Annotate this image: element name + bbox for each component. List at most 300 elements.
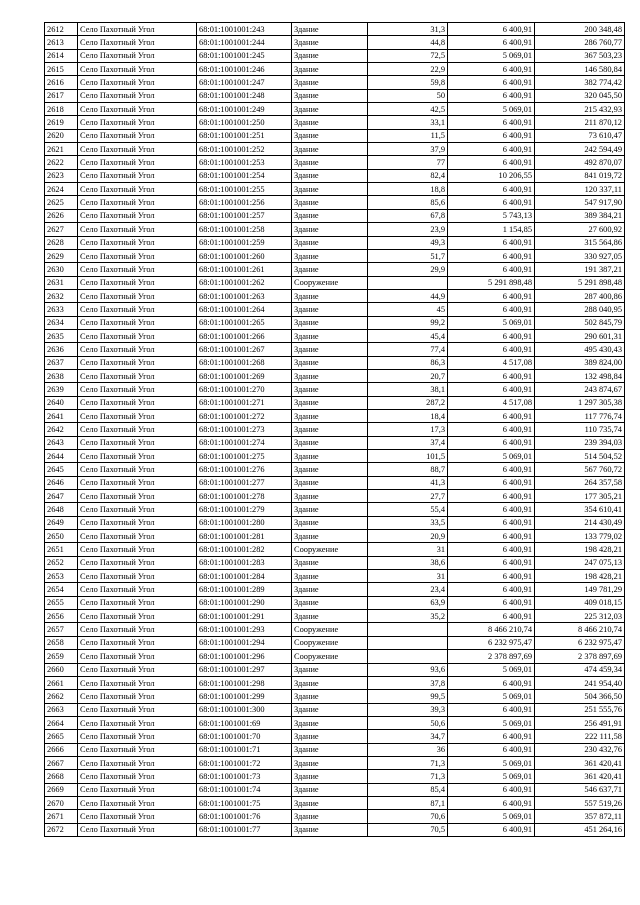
cadastral-number-cell: 68:01:1001001:296 <box>197 650 292 663</box>
value-cell: 198 428,21 <box>535 543 625 556</box>
row-number-cell: 2622 <box>45 156 78 169</box>
settlement-cell: Село Пахотный Угол <box>78 143 197 156</box>
registry-table-body <box>45 23 625 837</box>
cadastral-number-cell: 68:01:1001001:248 <box>197 89 292 102</box>
value-cell: 73 610,47 <box>535 129 625 142</box>
value-cell: 330 927,05 <box>535 249 625 262</box>
value-cell: 239 394,03 <box>535 436 625 449</box>
table-row <box>45 143 625 156</box>
object-type-cell: Здание <box>292 463 368 476</box>
settlement-cell: Село Пахотный Угол <box>78 183 197 196</box>
area-cell: 41,3 <box>368 476 448 489</box>
row-number-cell: 2633 <box>45 303 78 316</box>
area-cell: 42,5 <box>368 103 448 116</box>
object-type-cell: Здание <box>292 103 368 116</box>
rate-cell: 5 069,01 <box>448 49 535 62</box>
area-cell: 85,6 <box>368 196 448 209</box>
value-cell: 492 870,07 <box>535 156 625 169</box>
table-row <box>45 730 625 743</box>
area-cell: 49,3 <box>368 236 448 249</box>
area-cell: 27,7 <box>368 490 448 503</box>
object-type-cell: Здание <box>292 610 368 623</box>
area-cell <box>368 276 448 289</box>
rate-cell: 6 400,91 <box>448 476 535 489</box>
object-type-cell: Здание <box>292 770 368 783</box>
table-row <box>45 49 625 62</box>
value-cell: 495 430,43 <box>535 343 625 356</box>
object-type-cell: Здание <box>292 663 368 676</box>
cadastral-number-cell: 68:01:1001001:268 <box>197 356 292 369</box>
area-cell: 101,5 <box>368 450 448 463</box>
cadastral-number-cell: 68:01:1001001:275 <box>197 450 292 463</box>
cadastral-number-cell: 68:01:1001001:274 <box>197 436 292 449</box>
cadastral-number-cell: 68:01:1001001:258 <box>197 223 292 236</box>
rate-cell: 6 400,91 <box>448 490 535 503</box>
object-type-cell: Здание <box>292 423 368 436</box>
object-type-cell: Здание <box>292 503 368 516</box>
table-row <box>45 263 625 276</box>
row-number-cell: 2655 <box>45 596 78 609</box>
settlement-cell: Село Пахотный Угол <box>78 783 197 796</box>
value-cell: 567 760,72 <box>535 463 625 476</box>
rate-cell: 6 400,91 <box>448 703 535 716</box>
rate-cell: 5 069,01 <box>448 316 535 329</box>
table-row <box>45 450 625 463</box>
table-row <box>45 129 625 142</box>
settlement-cell: Село Пахотный Угол <box>78 223 197 236</box>
object-type-cell: Сооружение <box>292 543 368 556</box>
settlement-cell: Село Пахотный Угол <box>78 36 197 49</box>
value-cell: 120 337,11 <box>535 183 625 196</box>
cadastral-number-cell: 68:01:1001001:263 <box>197 289 292 302</box>
cadastral-number-cell: 68:01:1001001:69 <box>197 716 292 729</box>
row-number-cell: 2670 <box>45 796 78 809</box>
area-cell: 38,1 <box>368 383 448 396</box>
object-type-cell: Здание <box>292 316 368 329</box>
rate-cell: 6 400,91 <box>448 823 535 836</box>
area-cell: 77,4 <box>368 343 448 356</box>
rate-cell: 6 400,91 <box>448 743 535 756</box>
table-row <box>45 383 625 396</box>
row-number-cell: 2666 <box>45 743 78 756</box>
settlement-cell: Село Пахотный Угол <box>78 103 197 116</box>
object-type-cell: Здание <box>292 396 368 409</box>
table-row <box>45 423 625 436</box>
table-row <box>45 209 625 222</box>
cadastral-number-cell: 68:01:1001001:71 <box>197 743 292 756</box>
area-cell: 37,8 <box>368 676 448 689</box>
object-type-cell: Здание <box>292 63 368 76</box>
table-row <box>45 583 625 596</box>
row-number-cell: 2667 <box>45 756 78 769</box>
table-row <box>45 716 625 729</box>
area-cell: 67,8 <box>368 209 448 222</box>
value-cell: 474 459,34 <box>535 663 625 676</box>
value-cell: 149 781,29 <box>535 583 625 596</box>
cadastral-number-cell: 68:01:1001001:253 <box>197 156 292 169</box>
area-cell: 88,7 <box>368 463 448 476</box>
value-cell: 841 019,72 <box>535 169 625 182</box>
value-cell: 5 291 898,48 <box>535 276 625 289</box>
object-type-cell: Здание <box>292 49 368 62</box>
object-type-cell: Здание <box>292 450 368 463</box>
rate-cell: 6 400,91 <box>448 249 535 262</box>
rate-cell: 6 400,91 <box>448 409 535 422</box>
cadastral-number-cell: 68:01:1001001:290 <box>197 596 292 609</box>
cadastral-number-cell: 68:01:1001001:279 <box>197 503 292 516</box>
rate-cell: 6 400,91 <box>448 543 535 556</box>
settlement-cell: Село Пахотный Угол <box>78 463 197 476</box>
table-row <box>45 156 625 169</box>
cadastral-number-cell: 68:01:1001001:289 <box>197 583 292 596</box>
row-number-cell: 2629 <box>45 249 78 262</box>
cadastral-number-cell: 68:01:1001001:272 <box>197 409 292 422</box>
row-number-cell: 2648 <box>45 503 78 516</box>
cadastral-number-cell: 68:01:1001001:244 <box>197 36 292 49</box>
object-type-cell: Здание <box>292 369 368 382</box>
row-number-cell: 2616 <box>45 76 78 89</box>
row-number-cell: 2653 <box>45 570 78 583</box>
settlement-cell: Село Пахотный Угол <box>78 369 197 382</box>
row-number-cell: 2664 <box>45 716 78 729</box>
value-cell: 191 387,21 <box>535 263 625 276</box>
object-type-cell: Здание <box>292 89 368 102</box>
settlement-cell: Село Пахотный Угол <box>78 623 197 636</box>
object-type-cell: Здание <box>292 223 368 236</box>
object-type-cell: Здание <box>292 570 368 583</box>
cadastral-number-cell: 68:01:1001001:294 <box>197 636 292 649</box>
cadastral-number-cell: 68:01:1001001:291 <box>197 610 292 623</box>
cadastral-number-cell: 68:01:1001001:293 <box>197 623 292 636</box>
cadastral-number-cell: 68:01:1001001:299 <box>197 690 292 703</box>
area-cell: 18,8 <box>368 183 448 196</box>
table-row <box>45 103 625 116</box>
row-number-cell: 2628 <box>45 236 78 249</box>
area-cell: 20,9 <box>368 530 448 543</box>
settlement-cell: Село Пахотный Угол <box>78 503 197 516</box>
settlement-cell: Село Пахотный Угол <box>78 596 197 609</box>
cadastral-number-cell: 68:01:1001001:267 <box>197 343 292 356</box>
settlement-cell: Село Пахотный Угол <box>78 770 197 783</box>
rate-cell: 6 400,91 <box>448 610 535 623</box>
value-cell: 451 264,16 <box>535 823 625 836</box>
table-row <box>45 183 625 196</box>
table-row <box>45 343 625 356</box>
area-cell: 33,5 <box>368 516 448 529</box>
area-cell: 18,4 <box>368 409 448 422</box>
row-number-cell: 2671 <box>45 810 78 823</box>
cadastral-number-cell: 68:01:1001001:256 <box>197 196 292 209</box>
row-number-cell: 2632 <box>45 289 78 302</box>
settlement-cell: Село Пахотный Угол <box>78 636 197 649</box>
rate-cell: 6 400,91 <box>448 596 535 609</box>
value-cell: 557 519,26 <box>535 796 625 809</box>
area-cell: 50 <box>368 89 448 102</box>
row-number-cell: 2665 <box>45 730 78 743</box>
cadastral-number-cell: 68:01:1001001:77 <box>197 823 292 836</box>
settlement-cell: Село Пахотный Угол <box>78 23 197 36</box>
row-number-cell: 2650 <box>45 530 78 543</box>
row-number-cell: 2659 <box>45 650 78 663</box>
object-type-cell: Здание <box>292 356 368 369</box>
value-cell: 514 504,52 <box>535 450 625 463</box>
object-type-cell: Сооружение <box>292 636 368 649</box>
row-number-cell: 2630 <box>45 263 78 276</box>
row-number-cell: 2623 <box>45 169 78 182</box>
area-cell: 99,2 <box>368 316 448 329</box>
rate-cell: 5 069,01 <box>448 810 535 823</box>
object-type-cell: Здание <box>292 596 368 609</box>
rate-cell: 5 069,01 <box>448 756 535 769</box>
table-row <box>45 556 625 569</box>
object-type-cell: Здание <box>292 490 368 503</box>
value-cell: 117 776,74 <box>535 409 625 422</box>
area-cell: 44,8 <box>368 36 448 49</box>
area-cell: 72,5 <box>368 49 448 62</box>
settlement-cell: Село Пахотный Угол <box>78 663 197 676</box>
cadastral-number-cell: 68:01:1001001:300 <box>197 703 292 716</box>
settlement-cell: Село Пахотный Угол <box>78 169 197 182</box>
rate-cell: 5 291 898,48 <box>448 276 535 289</box>
row-number-cell: 2637 <box>45 356 78 369</box>
table-row <box>45 570 625 583</box>
table-row <box>45 369 625 382</box>
cadastral-number-cell: 68:01:1001001:271 <box>197 396 292 409</box>
settlement-cell: Село Пахотный Угол <box>78 423 197 436</box>
rate-cell: 5 069,01 <box>448 716 535 729</box>
value-cell: 2 378 897,69 <box>535 650 625 663</box>
area-cell: 99,5 <box>368 690 448 703</box>
value-cell: 198 428,21 <box>535 570 625 583</box>
area-cell: 37,9 <box>368 143 448 156</box>
cadastral-number-cell: 68:01:1001001:247 <box>197 76 292 89</box>
rate-cell: 6 400,91 <box>448 23 535 36</box>
row-number-cell: 2660 <box>45 663 78 676</box>
area-cell <box>368 623 448 636</box>
object-type-cell: Здание <box>292 263 368 276</box>
settlement-cell: Село Пахотный Угол <box>78 703 197 716</box>
object-type-cell: Здание <box>292 823 368 836</box>
settlement-cell: Село Пахотный Угол <box>78 570 197 583</box>
object-type-cell: Здание <box>292 209 368 222</box>
rate-cell: 4 517,08 <box>448 396 535 409</box>
row-number-cell: 2624 <box>45 183 78 196</box>
row-number-cell: 2644 <box>45 450 78 463</box>
row-number-cell: 2615 <box>45 63 78 76</box>
settlement-cell: Село Пахотный Угол <box>78 249 197 262</box>
area-cell: 85,4 <box>368 783 448 796</box>
settlement-cell: Село Пахотный Угол <box>78 396 197 409</box>
settlement-cell: Село Пахотный Угол <box>78 209 197 222</box>
row-number-cell: 2638 <box>45 369 78 382</box>
rate-cell: 6 400,91 <box>448 289 535 302</box>
table-row <box>45 223 625 236</box>
rate-cell: 5 743,13 <box>448 209 535 222</box>
table-row <box>45 276 625 289</box>
object-type-cell: Здание <box>292 76 368 89</box>
area-cell: 77 <box>368 156 448 169</box>
object-type-cell: Здание <box>292 329 368 342</box>
row-number-cell: 2618 <box>45 103 78 116</box>
object-type-cell: Здание <box>292 730 368 743</box>
cadastral-number-cell: 68:01:1001001:259 <box>197 236 292 249</box>
cadastral-number-cell: 68:01:1001001:265 <box>197 316 292 329</box>
cadastral-number-cell: 68:01:1001001:245 <box>197 49 292 62</box>
value-cell: 504 366,50 <box>535 690 625 703</box>
rate-cell: 5 069,01 <box>448 770 535 783</box>
table-row <box>45 690 625 703</box>
area-cell: 38,6 <box>368 556 448 569</box>
rate-cell: 6 400,91 <box>448 556 535 569</box>
value-cell: 286 760,77 <box>535 36 625 49</box>
rate-cell: 6 400,91 <box>448 129 535 142</box>
registry-table <box>44 22 625 837</box>
area-cell: 20,7 <box>368 369 448 382</box>
cadastral-number-cell: 68:01:1001001:277 <box>197 476 292 489</box>
table-row <box>45 503 625 516</box>
cadastral-number-cell: 68:01:1001001:250 <box>197 116 292 129</box>
object-type-cell: Здание <box>292 409 368 422</box>
table-row <box>45 303 625 316</box>
cadastral-number-cell: 68:01:1001001:76 <box>197 810 292 823</box>
rate-cell: 6 400,91 <box>448 570 535 583</box>
object-type-cell: Здание <box>292 236 368 249</box>
area-cell: 37,4 <box>368 436 448 449</box>
rate-cell: 6 400,91 <box>448 783 535 796</box>
row-number-cell: 2631 <box>45 276 78 289</box>
settlement-cell: Село Пахотный Угол <box>78 156 197 169</box>
value-cell: 320 045,50 <box>535 89 625 102</box>
cadastral-number-cell: 68:01:1001001:264 <box>197 303 292 316</box>
object-type-cell: Здание <box>292 716 368 729</box>
value-cell: 547 917,90 <box>535 196 625 209</box>
rate-cell: 6 400,91 <box>448 730 535 743</box>
value-cell: 264 357,58 <box>535 476 625 489</box>
area-cell: 70,6 <box>368 810 448 823</box>
cadastral-number-cell: 68:01:1001001:75 <box>197 796 292 809</box>
rate-cell: 6 400,91 <box>448 583 535 596</box>
row-number-cell: 2620 <box>45 129 78 142</box>
cadastral-number-cell: 68:01:1001001:282 <box>197 543 292 556</box>
cadastral-number-cell: 68:01:1001001:283 <box>197 556 292 569</box>
table-row <box>45 169 625 182</box>
area-cell <box>368 636 448 649</box>
settlement-cell: Село Пахотный Угол <box>78 610 197 623</box>
area-cell: 11,5 <box>368 129 448 142</box>
object-type-cell: Здание <box>292 383 368 396</box>
row-number-cell: 2663 <box>45 703 78 716</box>
object-type-cell: Здание <box>292 583 368 596</box>
rate-cell: 6 400,91 <box>448 369 535 382</box>
row-number-cell: 2649 <box>45 516 78 529</box>
table-row <box>45 530 625 543</box>
settlement-cell: Село Пахотный Угол <box>78 716 197 729</box>
value-cell: 243 874,67 <box>535 383 625 396</box>
cadastral-number-cell: 68:01:1001001:280 <box>197 516 292 529</box>
settlement-cell: Село Пахотный Угол <box>78 543 197 556</box>
settlement-cell: Село Пахотный Угол <box>78 116 197 129</box>
table-row <box>45 196 625 209</box>
value-cell: 256 491,91 <box>535 716 625 729</box>
settlement-cell: Село Пахотный Угол <box>78 436 197 449</box>
rate-cell: 6 400,91 <box>448 516 535 529</box>
settlement-cell: Село Пахотный Угол <box>78 383 197 396</box>
row-number-cell: 2641 <box>45 409 78 422</box>
value-cell: 242 594,49 <box>535 143 625 156</box>
settlement-cell: Село Пахотный Угол <box>78 196 197 209</box>
cadastral-number-cell: 68:01:1001001:70 <box>197 730 292 743</box>
rate-cell: 10 206,55 <box>448 169 535 182</box>
value-cell: 251 555,76 <box>535 703 625 716</box>
value-cell: 546 637,71 <box>535 783 625 796</box>
table-row <box>45 516 625 529</box>
object-type-cell: Здание <box>292 249 368 262</box>
settlement-cell: Село Пахотный Угол <box>78 690 197 703</box>
area-cell: 63,9 <box>368 596 448 609</box>
object-type-cell: Здание <box>292 516 368 529</box>
area-cell: 82,4 <box>368 169 448 182</box>
table-row <box>45 289 625 302</box>
rate-cell: 6 400,91 <box>448 236 535 249</box>
rate-cell: 6 400,91 <box>448 89 535 102</box>
table-row <box>45 756 625 769</box>
value-cell: 367 503,23 <box>535 49 625 62</box>
table-row <box>45 23 625 36</box>
value-cell: 6 232 975,47 <box>535 636 625 649</box>
settlement-cell: Село Пахотный Угол <box>78 583 197 596</box>
object-type-cell: Сооружение <box>292 276 368 289</box>
table-row <box>45 810 625 823</box>
value-cell: 389 824,00 <box>535 356 625 369</box>
value-cell: 361 420,41 <box>535 756 625 769</box>
cadastral-number-cell: 68:01:1001001:266 <box>197 329 292 342</box>
settlement-cell: Село Пахотный Угол <box>78 476 197 489</box>
rate-cell: 6 400,91 <box>448 116 535 129</box>
cadastral-number-cell: 68:01:1001001:243 <box>197 23 292 36</box>
settlement-cell: Село Пахотный Угол <box>78 823 197 836</box>
cadastral-number-cell: 68:01:1001001:257 <box>197 209 292 222</box>
object-type-cell: Здание <box>292 476 368 489</box>
area-cell: 71,3 <box>368 770 448 783</box>
value-cell: 382 774,42 <box>535 76 625 89</box>
object-type-cell: Здание <box>292 530 368 543</box>
rate-cell: 6 400,91 <box>448 196 535 209</box>
settlement-cell: Село Пахотный Угол <box>78 743 197 756</box>
object-type-cell: Сооружение <box>292 623 368 636</box>
row-number-cell: 2657 <box>45 623 78 636</box>
table-row <box>45 63 625 76</box>
row-number-cell: 2640 <box>45 396 78 409</box>
value-cell: 290 601,31 <box>535 329 625 342</box>
settlement-cell: Село Пахотный Угол <box>78 289 197 302</box>
area-cell: 45 <box>368 303 448 316</box>
table-row <box>45 490 625 503</box>
value-cell: 222 111,58 <box>535 730 625 743</box>
rate-cell: 6 400,91 <box>448 796 535 809</box>
row-number-cell: 2668 <box>45 770 78 783</box>
value-cell: 146 580,84 <box>535 63 625 76</box>
object-type-cell: Здание <box>292 156 368 169</box>
rate-cell: 6 400,91 <box>448 530 535 543</box>
table-row <box>45 623 625 636</box>
row-number-cell: 2656 <box>45 610 78 623</box>
row-number-cell: 2669 <box>45 783 78 796</box>
table-row <box>45 329 625 342</box>
settlement-cell: Село Пахотный Угол <box>78 450 197 463</box>
rate-cell: 6 400,91 <box>448 183 535 196</box>
area-cell: 23,4 <box>368 583 448 596</box>
object-type-cell: Здание <box>292 436 368 449</box>
